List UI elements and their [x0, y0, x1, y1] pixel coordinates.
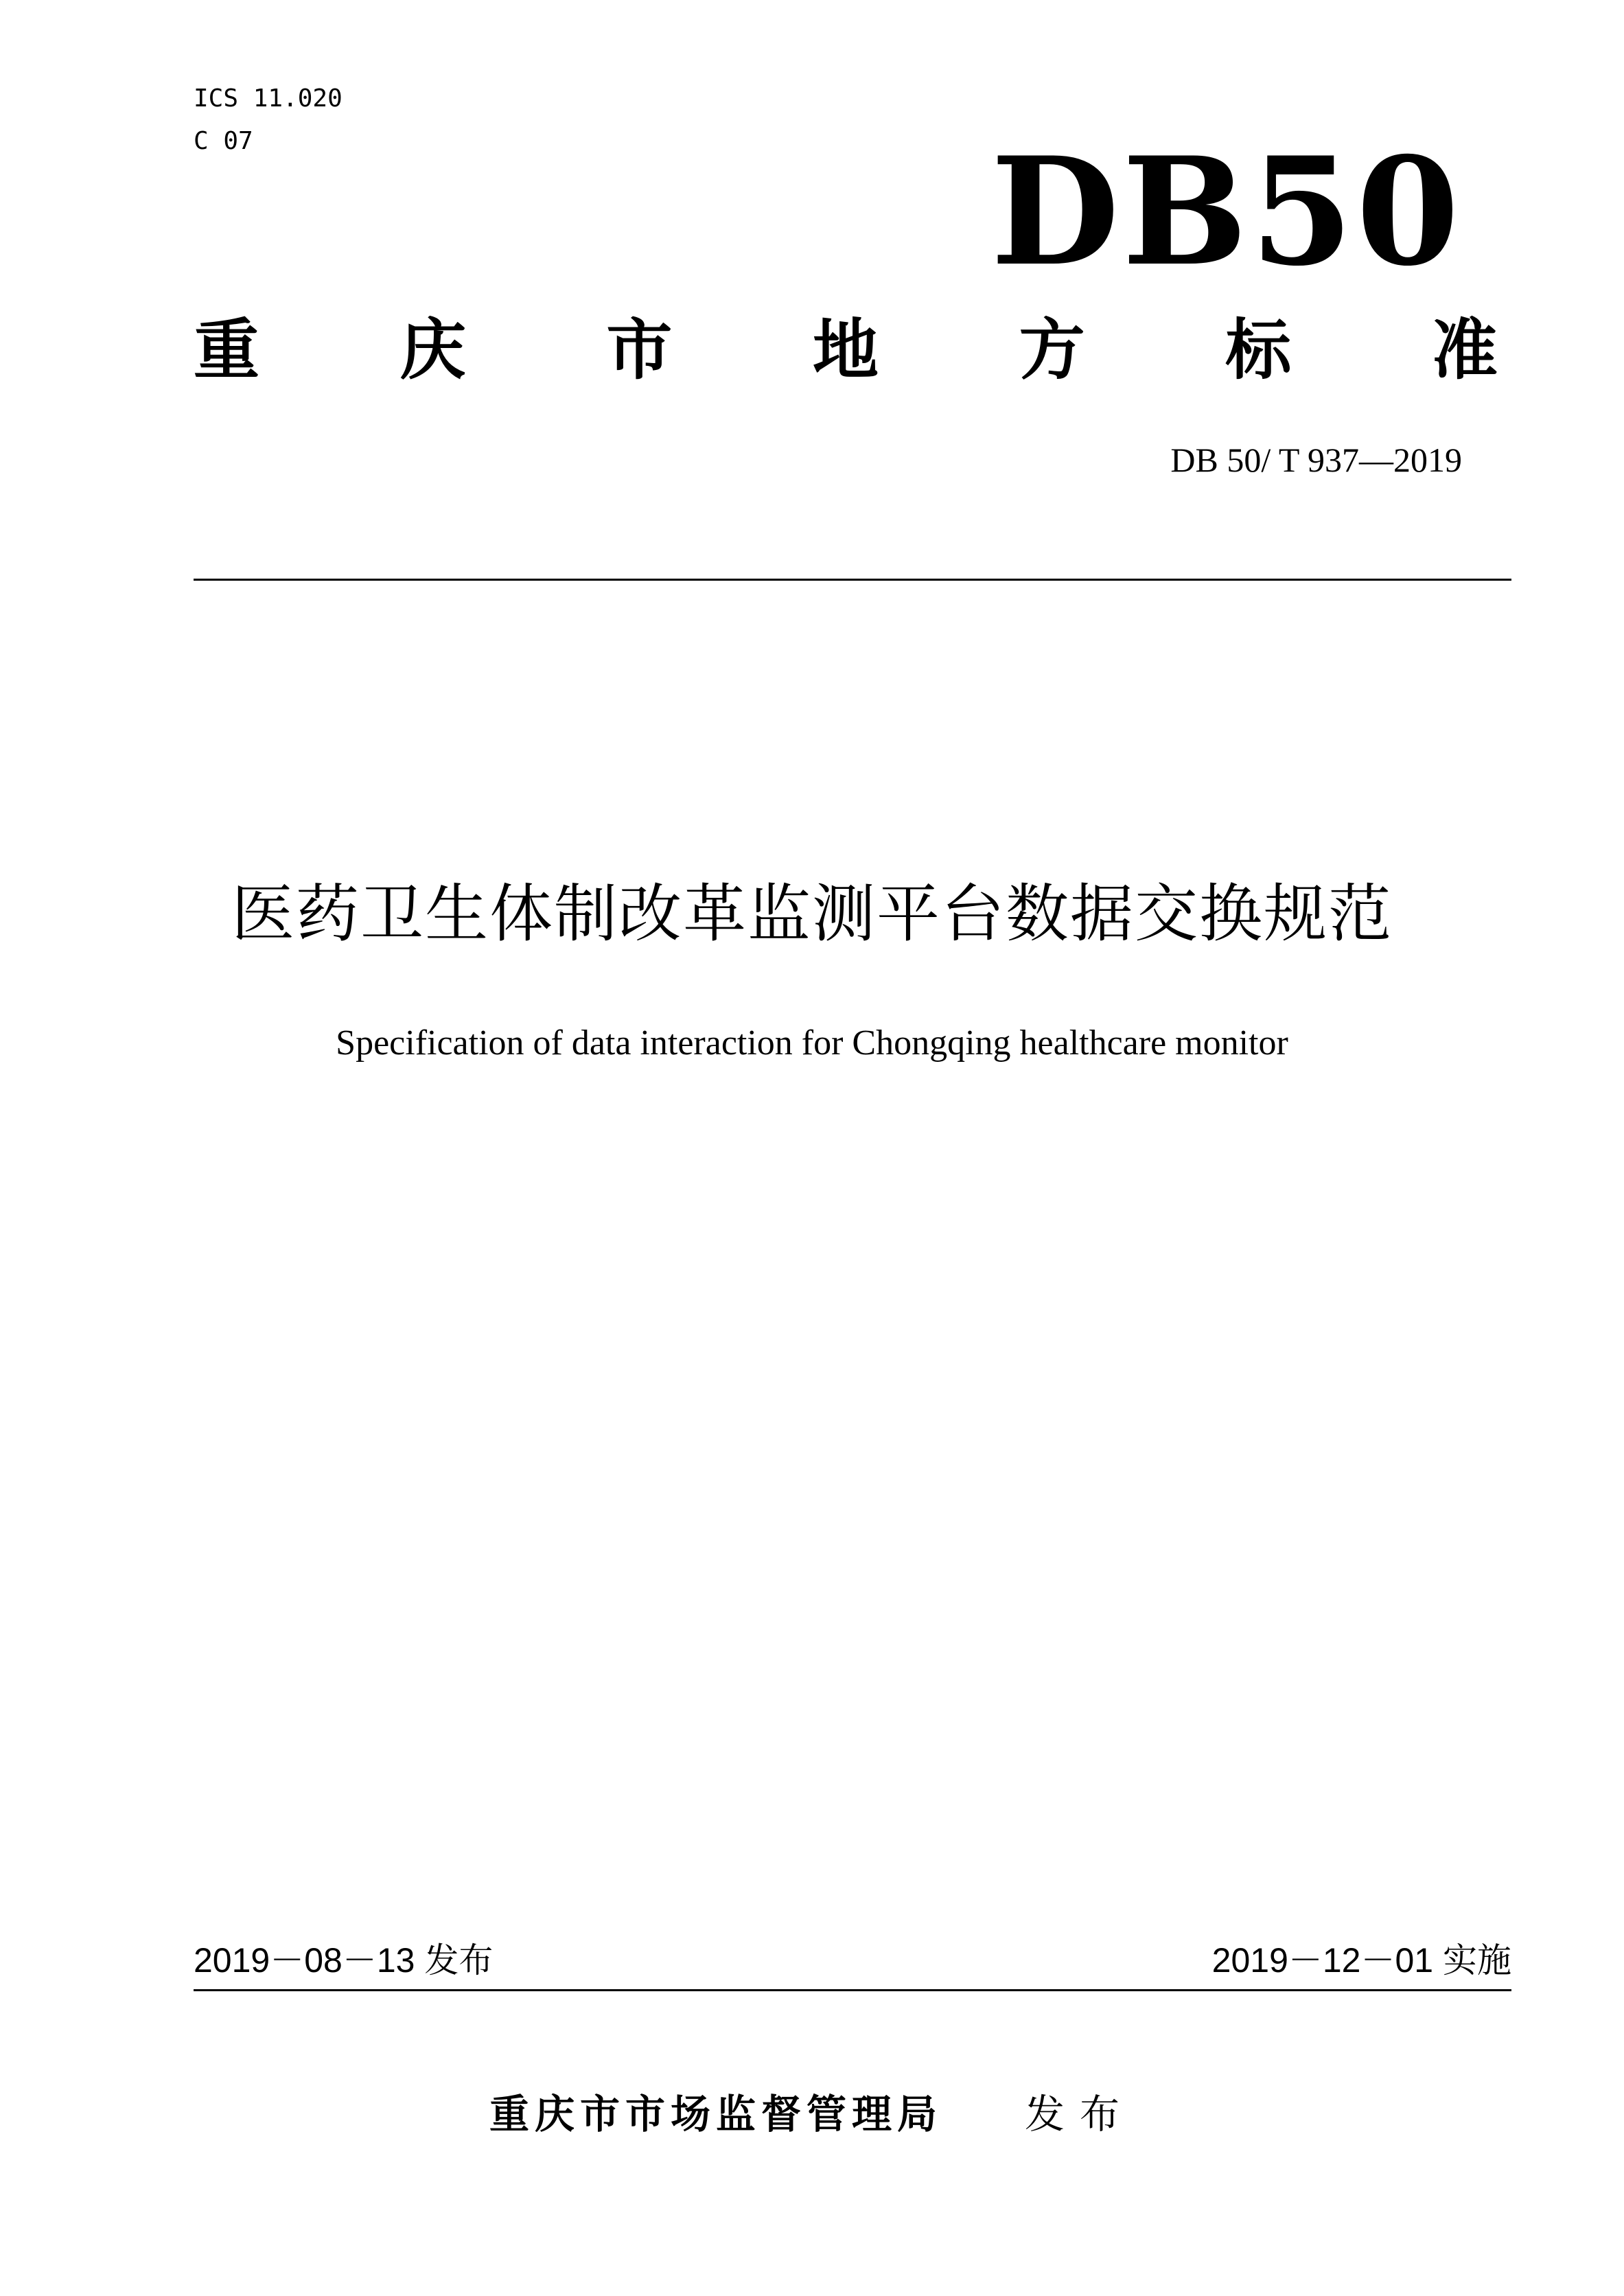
standard-type-char: 准: [1431, 312, 1498, 389]
standard-type-heading: [194, 312, 1498, 388]
issuer-line: [0, 2087, 1624, 2142]
bottom-divider: [194, 1989, 1511, 1991]
top-divider: [194, 579, 1511, 581]
document-title-chinese: 医药卫生体制改革监测平台数据交换规范: [231, 877, 1393, 951]
standard-type-char: 方: [1019, 312, 1085, 389]
standard-type-char: 标: [1225, 312, 1292, 389]
issuer-name: 重庆市市场监督管理局: [489, 2091, 942, 2137]
standard-type-char: 庆: [399, 312, 466, 389]
ics-code: ICS 11.020: [194, 84, 343, 113]
document-title-english: Specification of data interaction for Chongqing healthcare monitor: [336, 1023, 1288, 1063]
issuer-verb: 发布: [1025, 2091, 1135, 2137]
standard-number: DB 50/ T 937—2019: [1170, 441, 1462, 479]
standard-type-char: 市: [606, 312, 673, 389]
standard-type-char: 地: [812, 312, 879, 389]
issue-date: 2019－08－13 发布: [194, 1941, 494, 1980]
ccs-code: C 07: [194, 127, 253, 155]
classification-codes: [194, 81, 343, 166]
standard-type-char: 重: [194, 312, 259, 389]
implementation-date: 2019－12－01 实施: [1211, 1941, 1511, 1980]
db50-logo: DB50: [990, 124, 1462, 299]
